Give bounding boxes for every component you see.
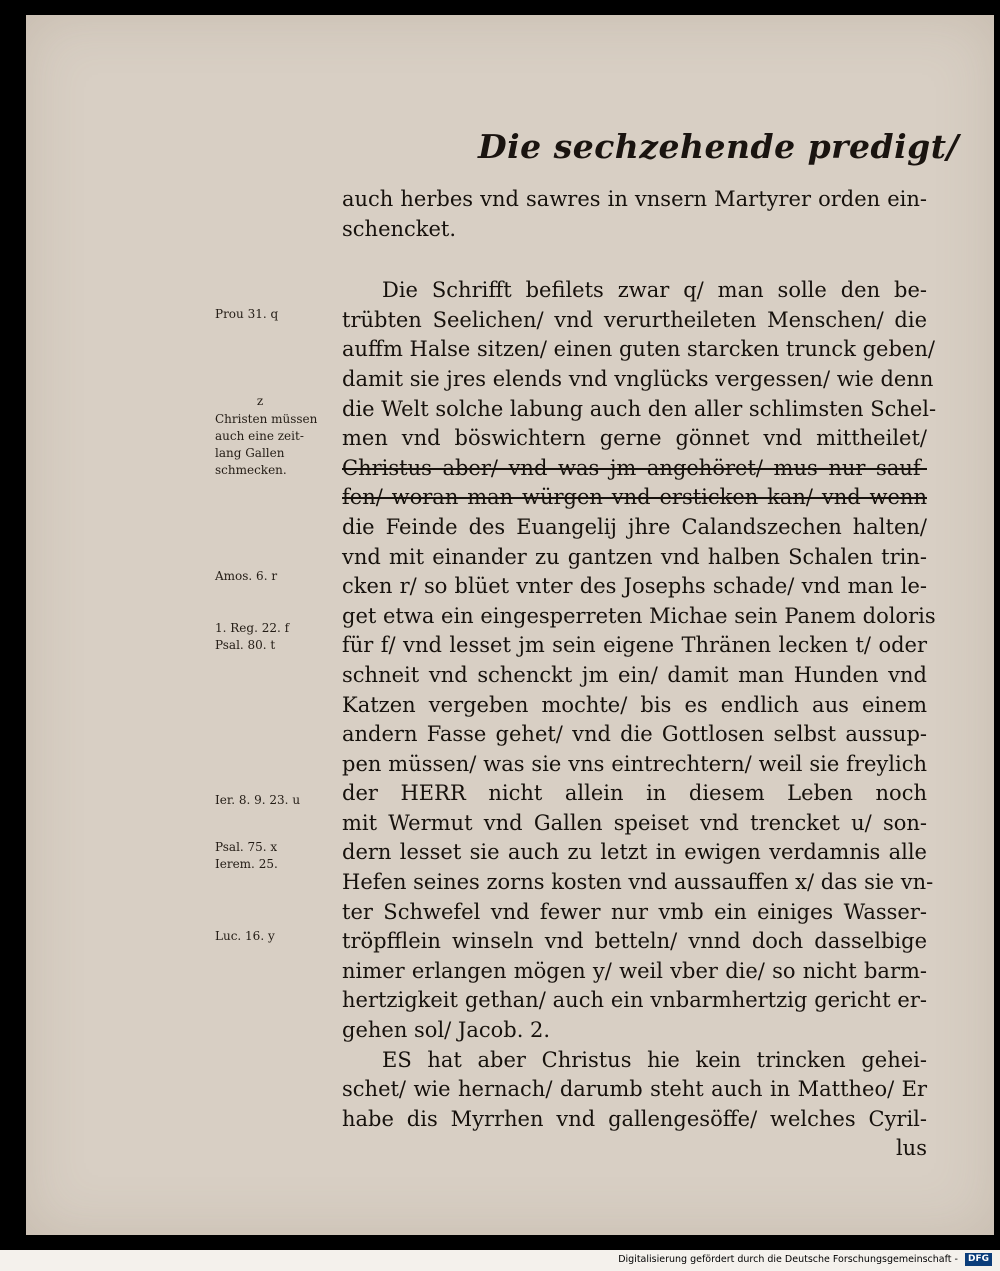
margin-note-psal75: Psal. 75. x	[215, 840, 278, 854]
text-line: cken r/ so blüet vnter des Josephs schade/ vnd man le-	[342, 574, 927, 599]
body-text	[342, 185, 937, 1164]
text-line: Die Schrifft befilets zwar q/ man solle den be-	[382, 278, 927, 303]
text-line: vnd mit einander zu gantzen vnd halben Schalen trin-	[342, 544, 927, 569]
text-line: get etwa ein eingesperreten Michae sein Panem doloris	[342, 603, 936, 628]
text-line-struck: fen/ woran man würgen vnd ersticken kan/ vnd wenn	[342, 485, 927, 510]
text-line: nimer erlangen mögen y/ weil vber die/ so nicht barm-	[342, 958, 927, 983]
text-line: für f/ vnd lesset jm sein eigene Thränen lecken t/ oder	[342, 633, 927, 658]
margin-note-gallen: lang Gallen	[215, 446, 285, 460]
text-line: ES hat aber Christus hie kein trincken gehei-	[382, 1047, 927, 1072]
text-line: men vnd böswichtern gerne gönnet vnd mittheilet/	[342, 426, 927, 451]
text-line-struck: Christus aber/ vnd was jm angehöret/ mus nur sauf-	[342, 455, 927, 480]
margin-note-luc: Luc. 16. y	[215, 929, 275, 943]
margin-note-symbol: z	[256, 394, 264, 408]
margin-note-ierem: Ierem. 25.	[215, 857, 278, 871]
text-line: Hefen seines zorns kosten vnd aussauffen x/ das sie vn-	[342, 870, 934, 895]
text-line: dern lesset sie auch zu letzt in ewigen verdamnis alle	[342, 840, 927, 865]
text-line: der HERR nicht allein in diesem Leben noch	[342, 781, 927, 806]
text-line: ter Schwefel vnd fewer nur vmb ein einiges Wasser-	[342, 899, 927, 924]
text-line: die Feinde des Euangelij jhre Calandszechen halten/	[342, 514, 927, 539]
dfg-logo: DFG	[965, 1253, 992, 1266]
margin-note-ier: Ier. 8. 9. 23. u	[215, 793, 301, 807]
text-line: andern Fasse gehet/ vnd die Gottlosen selbst aussup-	[342, 722, 927, 747]
text-line: mit Wermut vnd Gallen speiset vnd trencket u/ son-	[342, 810, 927, 835]
margin-note-reg: 1. Reg. 22. f	[215, 621, 290, 635]
text-line: die Welt solche labung auch den aller schlimsten Schel-	[342, 396, 937, 421]
text-line: hertzigkeit gethan/ auch ein vnbarmhertzig gericht er-	[342, 988, 927, 1013]
text-line: habe dis Myrrhen vnd gallengesöffe/ welches Cyril-	[342, 1106, 927, 1131]
running-header: Die sechzehende predigt/	[478, 127, 960, 166]
text-line: gehen sol/ Jacob. 2.	[342, 1018, 551, 1043]
text-line: Katzen vergeben mochte/ bis es endlich aus einem	[342, 692, 927, 717]
margin-note-psal80: Psal. 80. t	[215, 638, 276, 652]
text-line: pen müssen/ was sie vns eintrechtern/ weil sie freylich	[342, 751, 927, 776]
text-line: tröpfflein winseln vnd betteln/ vnnd doch dasselbige	[342, 929, 927, 954]
margin-note-zeit: auch eine zeit-	[215, 429, 304, 443]
text-line: damit sie jres elends vnd vnglücks vergessen/ wie denn	[342, 366, 934, 391]
text-line: schneit vnd schenckt jm ein/ damit man Hunden vnd	[342, 662, 927, 687]
text-line: auch herbes vnd sawres in vnsern Martyrer orden ein-	[342, 187, 927, 211]
text-line: auffm Halse sitzen/ einen guten starcken trunck geben/	[342, 337, 935, 362]
text-line: trübten Seelichen/ vnd verurtheileten Menschen/ die	[342, 307, 927, 332]
digitization-footer	[0, 1253, 992, 1266]
margin-note-christen: Christen müssen	[215, 412, 318, 426]
footer-text: Digitalisierung gefördert durch die Deutsche Forschungsgemeinschaft -	[618, 1254, 958, 1265]
margin-note-amos: Amos. 6. r	[215, 569, 278, 583]
text-line: schet/ wie hernach/ darumb steht auch in Mattheo/ Er	[342, 1077, 927, 1102]
margin-note-prov: Prou 31. q	[215, 307, 279, 321]
catchword: lus	[895, 1136, 927, 1161]
margin-note-schmecken: schmecken.	[215, 463, 287, 477]
text-line: schencket.	[342, 216, 457, 241]
